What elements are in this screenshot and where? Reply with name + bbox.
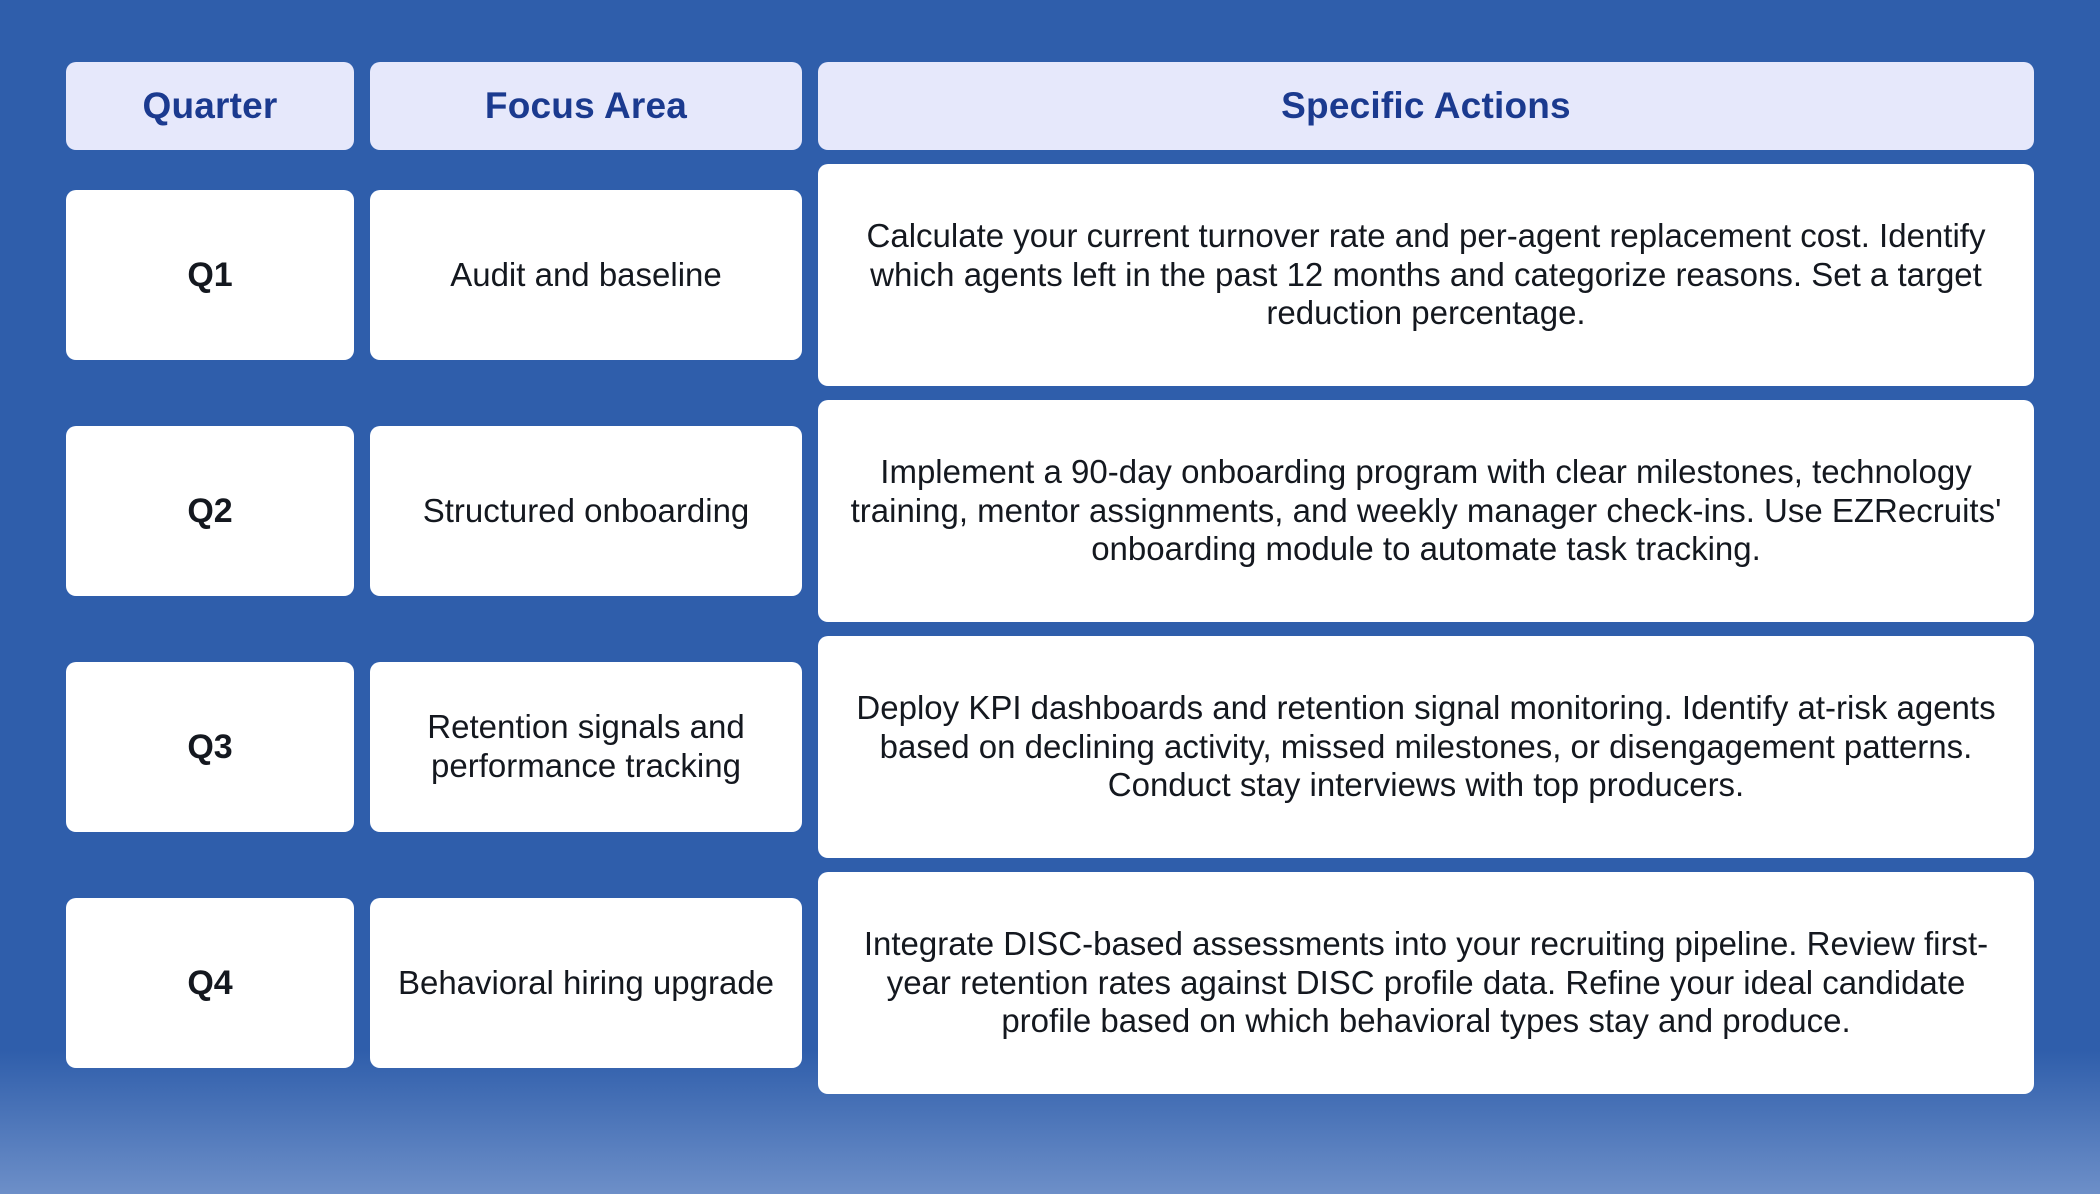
table-row — [66, 636, 2034, 858]
table-row — [66, 872, 2034, 1094]
cell-specific-actions — [818, 400, 2034, 622]
cell-focus-area-text: Audit and baseline — [450, 255, 722, 293]
cell-focus-area — [370, 898, 802, 1068]
table-header-row — [66, 62, 2034, 150]
cell-specific-actions — [818, 164, 2034, 386]
cell-quarter — [66, 190, 354, 360]
cell-specific-actions — [818, 636, 2034, 858]
cell-specific-actions-text: Implement a 90-day onboarding program with clear milestones, technology training, mentor assignments, and weekly manager check-ins. Use EZRecruits' onboarding module to automate task tracking. — [850, 452, 2002, 568]
cell-quarter-text: Q4 — [187, 963, 233, 1002]
column-header-focus-area-label: Focus Area — [484, 85, 688, 126]
cell-focus-area-text: Behavioral hiring upgrade — [397, 963, 775, 1001]
cell-focus-area — [370, 662, 802, 832]
cell-quarter — [66, 898, 354, 1068]
cell-quarter — [66, 662, 354, 832]
table-row — [66, 400, 2034, 622]
cell-focus-area — [370, 426, 802, 596]
cell-quarter-text: Q3 — [187, 727, 233, 766]
cell-quarter — [66, 426, 354, 596]
cell-specific-actions-text: Calculate your current turnover rate and per-agent replacement cost. Identify which agents left in the past 12 months and categorize reasons. Set a target reduction percentage. — [866, 216, 1986, 332]
quarterly-plan-table — [66, 62, 2034, 1094]
column-header-specific-actions — [818, 62, 2034, 150]
cell-focus-area-text: Structured onboarding — [422, 491, 750, 529]
cell-focus-area-text: Retention signals and performance tracking — [427, 708, 745, 784]
cell-specific-actions-text: Integrate DISC-based assessments into your recruiting pipeline. Review first-year retention rates against DISC profile data. Refine your ideal candidate profile based on which behavioral types stay and produce. — [863, 924, 1989, 1040]
column-header-specific-actions-label: Specific Actions — [1281, 85, 1571, 126]
column-header-quarter-label: Quarter — [142, 85, 278, 126]
cell-quarter-text: Q1 — [187, 255, 233, 294]
table-row — [66, 164, 2034, 386]
cell-specific-actions — [818, 872, 2034, 1094]
column-header-quarter — [66, 62, 354, 150]
cell-specific-actions-text: Deploy KPI dashboards and retention signal monitoring. Identify at-risk agents based on declining activity, missed milestones, or disengagement patterns. Conduct stay interviews with top producers. — [856, 688, 1996, 804]
column-header-focus-area — [370, 62, 802, 150]
cell-quarter-text: Q2 — [187, 491, 233, 530]
cell-focus-area — [370, 190, 802, 360]
